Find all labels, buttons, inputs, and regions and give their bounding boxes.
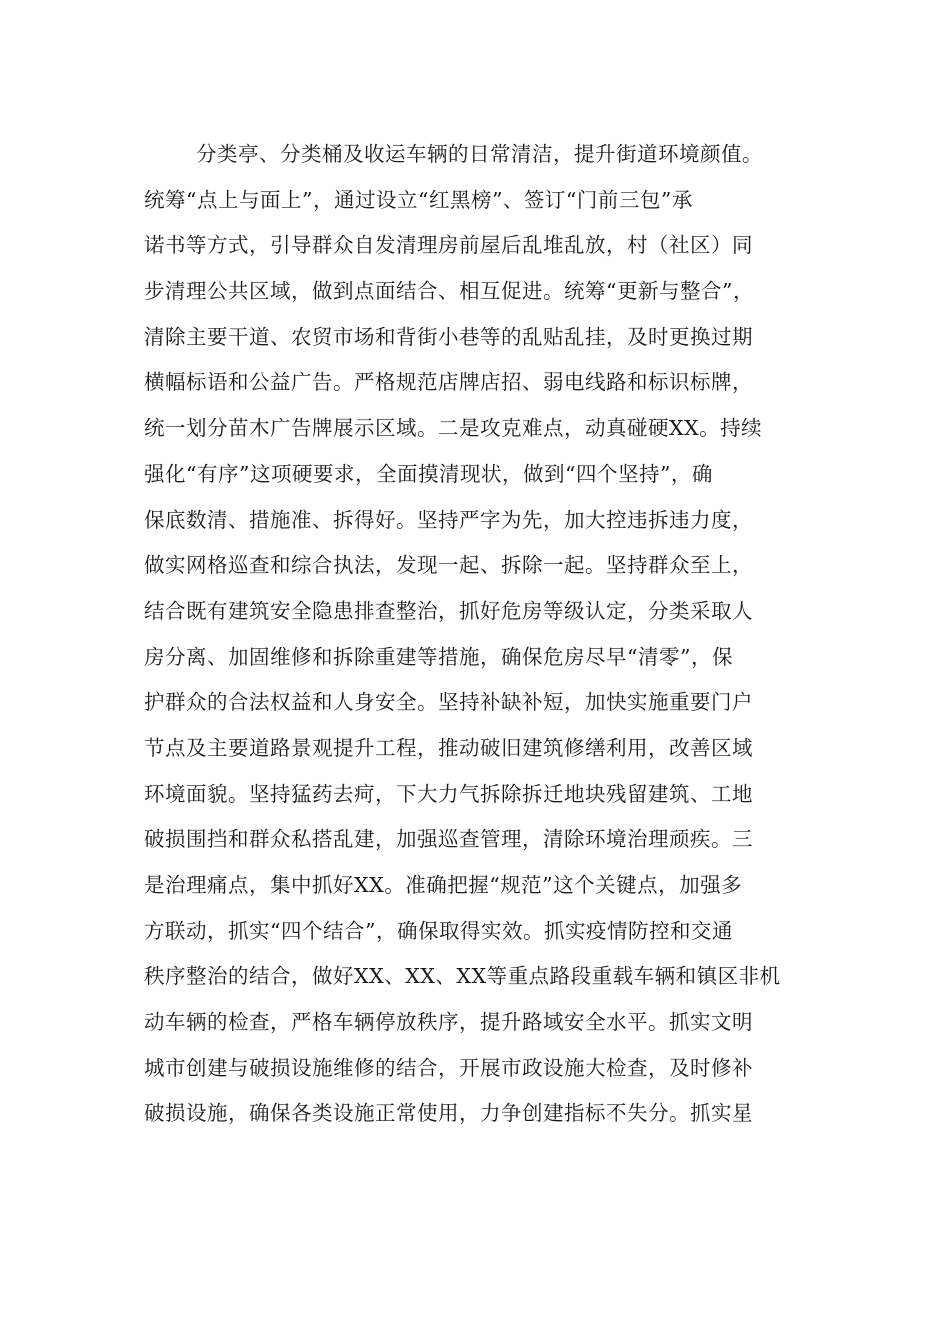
text-line: 动车辆的检查，严格车辆停放秩序，提升路域安全水平。抓实文明 xyxy=(144,1010,753,1035)
text-line: 步清理公共区域，做到点面结合、相互促进。统筹“更新与整合”， xyxy=(144,279,754,304)
text-line: 分类亭、分类桶及收运车辆的日常清洁，提升街道环境颜值。 xyxy=(196,142,763,166)
text-line: 清除主要干道、农贸市场和背街小巷等的乱贴乱挂，及时更换过期 xyxy=(144,324,753,349)
text-line: 强化“有序”这项硬要求，全面摸清现状，做到“四个坚持”，确 xyxy=(144,461,713,486)
text-line: 统一划分苗木广告牌展示区域。二是攻克难点，动真碰硬XX。持续 xyxy=(144,416,763,441)
text-line: 结合既有建筑安全隐患排查整治，抓好危房等级认定，分类采取人 xyxy=(144,598,753,623)
text-line: 横幅标语和公益广告。严格规范店牌店招、弱电线路和标识标牌， xyxy=(144,370,753,395)
text-line: 方联动，抓实“四个结合”，确保取得实效。抓实疫情防控和交通 xyxy=(144,918,733,943)
body-text xyxy=(144,132,804,1137)
text-line: 节点及主要道路景观提升工程，推动破旧建筑修缮利用，改善区域 xyxy=(144,735,753,760)
text-line: 统筹“点上与面上”，通过设立“红黑榜”、签订“门前三包”承 xyxy=(144,187,693,212)
text-line: 环境面貌。坚持猛药去疴，下大力气拆除拆迁地块残留建筑、工地 xyxy=(144,781,753,806)
text-line: 破损设施，确保各类设施正常使用，力争创建指标不失分。抓实星 xyxy=(144,1101,753,1126)
text-line: 是治理痛点，集中抓好XX。准确把握“规范”这个关键点，加强多 xyxy=(144,873,743,897)
text-line: 诺书等方式，引导群众自发清理房前屋后乱堆乱放，村（社区）同 xyxy=(144,233,753,258)
text-line: 秩序整治的结合，做好XX、XX、XX等重点路段重载车辆和镇区非机 xyxy=(144,964,781,989)
text-line: 破损围挡和群众私搭乱建，加强巡查管理，清除环境治理顽疾。三 xyxy=(144,827,753,852)
text-line: 护群众的合法权益和人身安全。坚持补缺补短，加快实施重要门户 xyxy=(144,690,753,715)
text-line: 保底数清、措施准、拆得好。坚持严字为先，加大控违拆违力度， xyxy=(144,507,753,532)
text-line: 城市创建与破损设施维修的结合，开展市政设施大检查，及时修补 xyxy=(144,1055,753,1080)
text-line: 做实网格巡查和综合执法，发现一起、拆除一起。坚持群众至上， xyxy=(144,553,753,578)
text-line: 房分离、加固维修和拆除重建等措施，确保危房尽早“清零”，保 xyxy=(144,644,733,669)
